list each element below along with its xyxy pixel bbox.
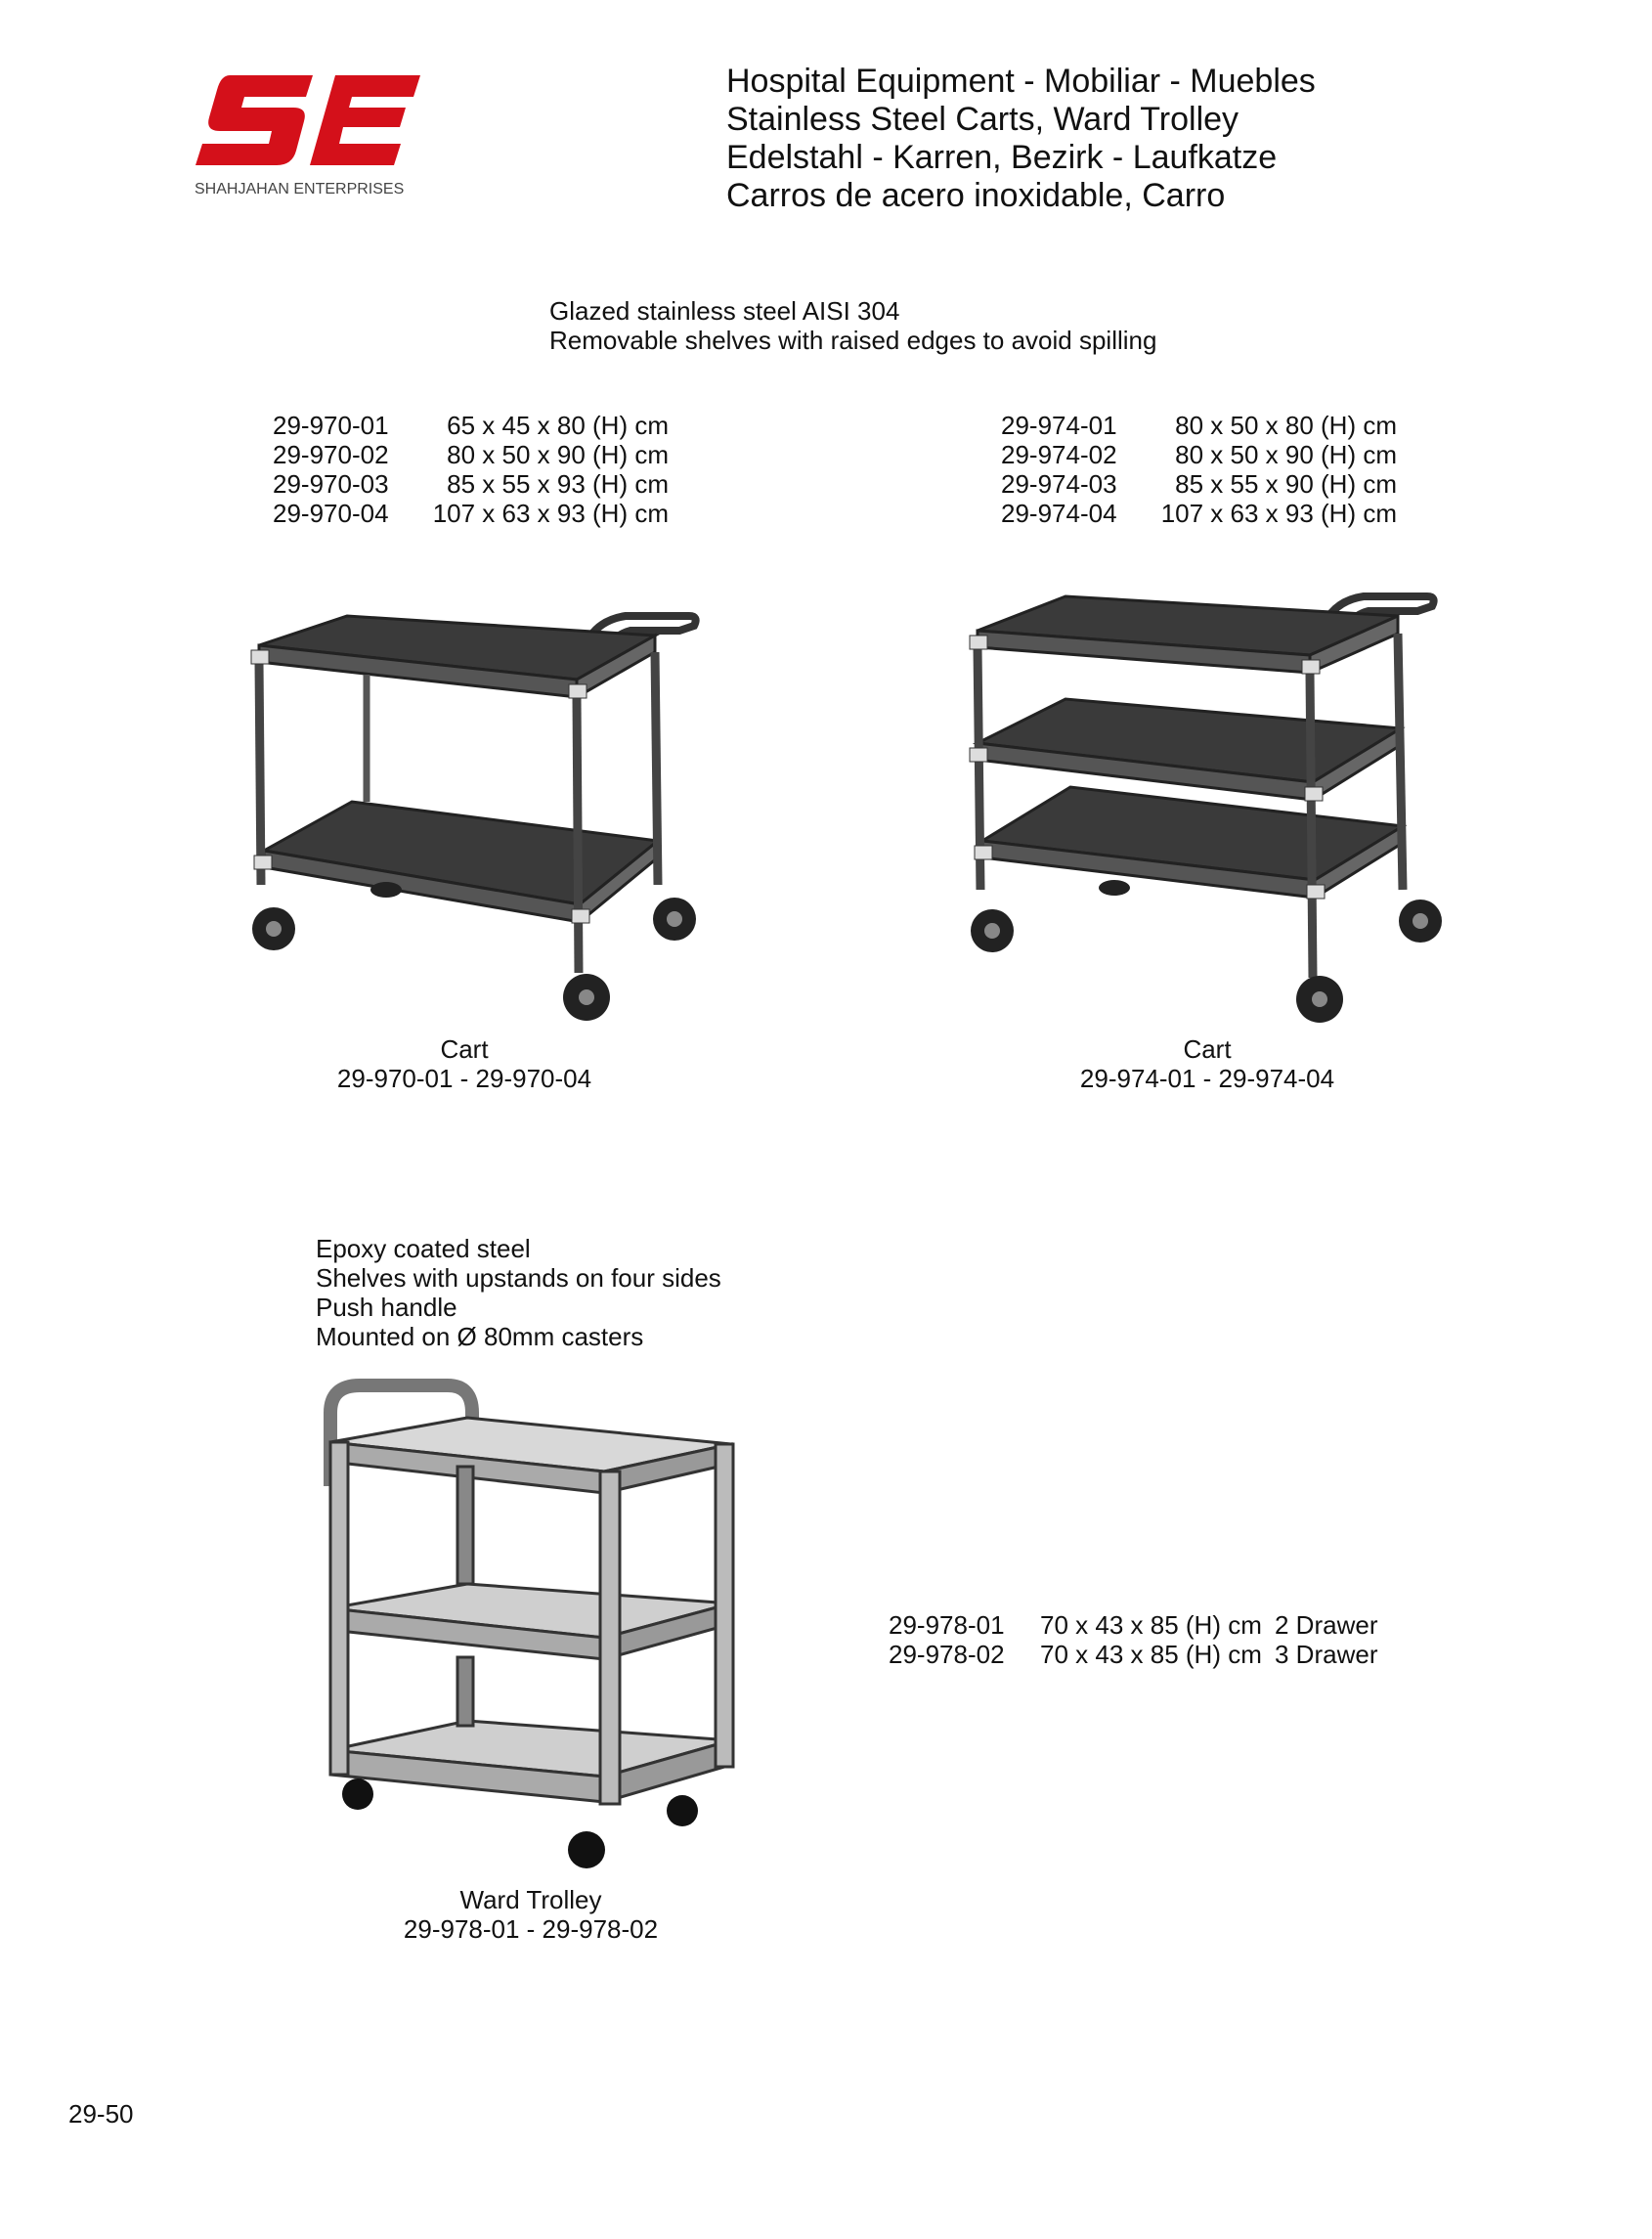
spec-line: Glazed stainless steel AISI 304 [549, 296, 900, 326]
spec-line: Epoxy coated steel [316, 1234, 531, 1263]
company-name: SHAHJAHAN ENTERPRISES [195, 181, 405, 198]
product-code: 29-970-02 [273, 440, 389, 469]
product-code: 29-970-01 [273, 411, 389, 440]
size-row [273, 440, 669, 469]
size-row [1001, 499, 1397, 528]
product-code: 29-970-04 [273, 499, 389, 528]
cart-974-size-table [1001, 411, 1397, 528]
catalog-header [726, 63, 1316, 215]
spec-line: Removable shelves with raised edges to avoid spilling [549, 326, 1157, 355]
size-row [889, 1640, 1392, 1669]
product-code: 29-974-04 [1001, 499, 1117, 528]
size-row [1001, 469, 1397, 499]
product-code: 29-978-02 [889, 1640, 1005, 1669]
caption-title: Cart [440, 1034, 489, 1064]
cart-974-caption [1051, 1034, 1364, 1093]
product-size: 80 x 50 x 80 (H) cm [1175, 411, 1397, 440]
spec-line: Shelves with upstands on four sides [316, 1263, 721, 1293]
header-line-3: Edelstahl - Karren, Bezirk - Laufkatze [726, 139, 1278, 176]
ward-trolley-image [311, 1374, 741, 1897]
product-size: 85 x 55 x 90 (H) cm [1175, 469, 1397, 499]
product-size: 70 x 43 x 85 (H) cm [1040, 1640, 1262, 1669]
product-drawers: 2 Drawer [1275, 1610, 1378, 1640]
section1-specs [549, 296, 1156, 355]
product-drawers: 3 Drawer [1275, 1640, 1378, 1669]
spec-line: Push handle [316, 1293, 457, 1322]
size-row [273, 411, 669, 440]
product-size: 65 x 45 x 80 (H) cm [447, 411, 669, 440]
se-logo-mark [191, 70, 425, 178]
product-code: 29-974-02 [1001, 440, 1117, 469]
cart-970-size-table [273, 411, 669, 528]
caption-range: 29-978-01 - 29-978-02 [403, 1914, 659, 1944]
product-code: 29-974-01 [1001, 411, 1117, 440]
size-row [273, 469, 669, 499]
size-row [1001, 411, 1397, 440]
caption-range: 29-970-01 - 29-970-04 [336, 1064, 592, 1093]
header-line-1: Hospital Equipment - Mobiliar - Muebles [726, 63, 1316, 100]
product-size: 80 x 50 x 90 (H) cm [1175, 440, 1397, 469]
product-size: 107 x 63 x 93 (H) cm [432, 499, 669, 528]
size-row [273, 499, 669, 528]
header-line-4: Carros de acero inoxidable, Carro [726, 177, 1226, 214]
size-row [1001, 440, 1397, 469]
product-size: 107 x 63 x 93 (H) cm [1160, 499, 1397, 528]
caption-range: 29-974-01 - 29-974-04 [1079, 1064, 1335, 1093]
ward-trolley-caption [374, 1885, 687, 1944]
product-size: 80 x 50 x 90 (H) cm [447, 440, 669, 469]
caption-title: Cart [1183, 1034, 1232, 1064]
caption-title: Ward Trolley [459, 1885, 602, 1914]
spec-line: Mounted on Ø 80mm casters [316, 1322, 644, 1351]
product-code: 29-974-03 [1001, 469, 1117, 499]
section2-specs [316, 1234, 721, 1351]
page-number: 29-50 [68, 2099, 134, 2129]
header-line-2: Stainless Steel Carts, Ward Trolley [726, 101, 1239, 138]
cart-3-shelf-image [963, 577, 1452, 1041]
cart-970-caption [308, 1034, 621, 1093]
cart-2-shelf-image [239, 592, 709, 1036]
ward-trolley-size-table [889, 1610, 1392, 1669]
product-size: 85 x 55 x 93 (H) cm [447, 469, 669, 499]
product-code: 29-970-03 [273, 469, 389, 499]
product-code: 29-978-01 [889, 1610, 1005, 1640]
size-row [889, 1610, 1392, 1640]
company-logo [191, 70, 445, 202]
product-size: 70 x 43 x 85 (H) cm [1040, 1610, 1262, 1640]
